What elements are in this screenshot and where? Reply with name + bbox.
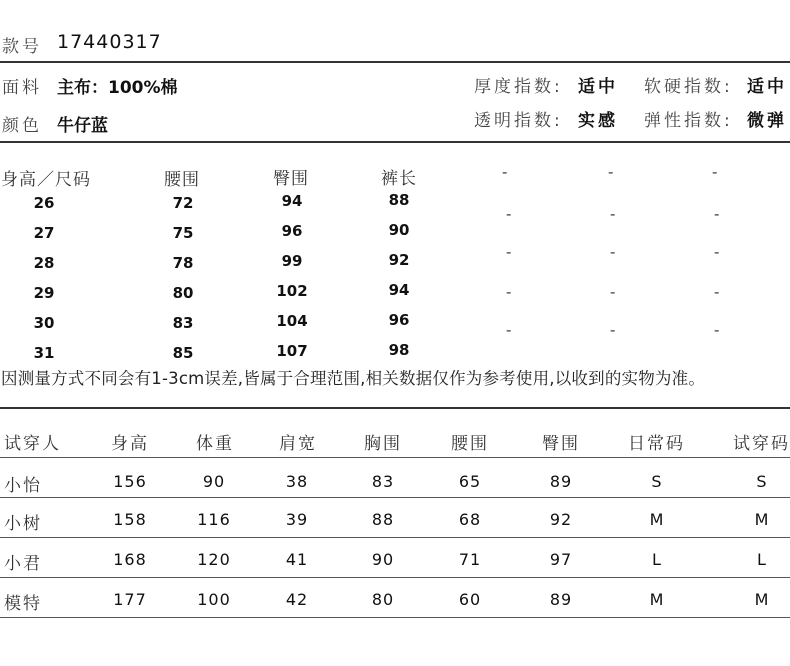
- size-dash: -: [506, 243, 512, 261]
- size-dash: -: [714, 243, 720, 261]
- size-cell: 78: [172, 254, 194, 272]
- size-cell: 98: [388, 341, 410, 359]
- size-header-waist: 腰围: [164, 170, 200, 190]
- model-cell: 177: [113, 590, 147, 609]
- size-cell: 92: [388, 251, 410, 269]
- size-cell: 107: [276, 342, 308, 360]
- tester-name: 小树: [4, 514, 42, 534]
- model-header-waist: 腰围: [451, 434, 489, 454]
- model-cell: M: [754, 590, 770, 609]
- style-no-label: 款号: [2, 37, 42, 57]
- model-header-height: 身高: [111, 434, 149, 454]
- size-dash: -: [610, 243, 616, 261]
- model-cell: 92: [549, 510, 573, 529]
- model-cell: 80: [371, 590, 395, 609]
- size-cell: 90: [388, 221, 410, 239]
- model-cell: 158: [113, 510, 147, 529]
- model-cell: 60: [458, 590, 482, 609]
- model-cell: 42: [285, 590, 309, 609]
- divider: [0, 497, 790, 498]
- tester-name: 小怡: [4, 476, 42, 496]
- size-cell: 96: [281, 222, 303, 240]
- size-header-dash: -: [608, 163, 614, 181]
- size-cell: 80: [172, 284, 194, 302]
- model-cell: 83: [371, 472, 395, 491]
- tester-name: 模特: [4, 594, 42, 614]
- model-cell: 88: [371, 510, 395, 529]
- divider: [0, 407, 790, 409]
- model-header-hip: 臀围: [542, 434, 580, 454]
- model-cell: 90: [371, 550, 395, 569]
- size-cell: 72: [172, 194, 194, 212]
- tester-name: 小君: [4, 554, 42, 574]
- divider: [0, 537, 790, 538]
- model-header-daily-size: 日常码: [628, 434, 685, 454]
- model-cell: S: [756, 472, 768, 491]
- size-cell: 83: [172, 314, 194, 332]
- model-cell: 156: [113, 472, 147, 491]
- model-cell: S: [651, 472, 663, 491]
- thickness-label: 厚度指数:: [474, 77, 563, 97]
- size-dash: -: [610, 321, 616, 339]
- divider: [0, 141, 790, 143]
- size-cell: 99: [281, 252, 303, 270]
- model-cell: 120: [197, 550, 231, 569]
- size-cell: 96: [388, 311, 410, 329]
- size-cell: 94: [388, 281, 410, 299]
- size-cell: 30: [33, 314, 55, 332]
- size-cell: 88: [388, 191, 410, 209]
- model-cell: 89: [549, 590, 573, 609]
- model-cell: 38: [285, 472, 309, 491]
- elasticity-label: 弹性指数:: [644, 111, 733, 131]
- size-dash: -: [714, 205, 720, 223]
- model-cell: 168: [113, 550, 147, 569]
- size-dash: -: [610, 283, 616, 301]
- size-cell: 85: [172, 344, 194, 362]
- size-cell: 29: [33, 284, 55, 302]
- model-cell: 65: [458, 472, 482, 491]
- size-dash: -: [506, 321, 512, 339]
- transparency-label: 透明指数:: [474, 111, 563, 131]
- size-header-dash: -: [502, 163, 508, 181]
- transparency-value: 实感: [578, 111, 618, 131]
- fabric-label: 面料: [2, 78, 42, 98]
- model-cell: M: [754, 510, 770, 529]
- model-cell: L: [652, 550, 662, 569]
- model-cell: 68: [458, 510, 482, 529]
- size-dash: -: [506, 283, 512, 301]
- size-header-dash: -: [712, 163, 718, 181]
- divider: [0, 61, 790, 63]
- model-header-tester: 试穿人: [4, 434, 61, 454]
- divider: [0, 617, 790, 618]
- elasticity-value: 微弹: [747, 111, 787, 131]
- model-header-shoulder: 肩宽: [279, 434, 317, 454]
- model-cell: 90: [202, 472, 226, 491]
- style-no-value: 17440317: [57, 31, 162, 53]
- divider: [0, 577, 790, 578]
- model-cell: 71: [458, 550, 482, 569]
- model-cell: 39: [285, 510, 309, 529]
- size-cell: 102: [276, 282, 308, 300]
- divider: [0, 457, 790, 458]
- model-cell: M: [649, 590, 665, 609]
- model-cell: L: [757, 550, 767, 569]
- color-value: 牛仔蓝: [57, 116, 108, 136]
- model-header-weight: 体重: [196, 434, 234, 454]
- model-cell: 41: [285, 550, 309, 569]
- size-cell: 31: [33, 344, 55, 362]
- fabric-value: 主布：100%棉: [57, 78, 178, 98]
- model-header-bust: 胸围: [364, 434, 402, 454]
- model-cell: 116: [197, 510, 231, 529]
- size-dash: -: [610, 205, 616, 223]
- model-cell: 100: [197, 590, 231, 609]
- size-dash: -: [714, 283, 720, 301]
- size-cell: 104: [276, 312, 308, 330]
- measurement-note: 因测量方式不同会有1-3cm误差,皆属于合理范围,相关数据仅作为参考使用,以收到的实物为准。: [1, 369, 706, 388]
- size-cell: 94: [281, 192, 303, 210]
- softness-value: 适中: [747, 77, 787, 97]
- model-header-tried-size: 试穿码: [733, 434, 790, 454]
- size-header-length: 裤长: [381, 169, 417, 189]
- size-cell: 28: [33, 254, 55, 272]
- size-header-hip: 臀围: [273, 169, 309, 189]
- color-label: 颜色: [2, 116, 42, 136]
- size-cell: 26: [33, 194, 55, 212]
- model-cell: M: [649, 510, 665, 529]
- size-dash: -: [714, 321, 720, 339]
- size-cell: 27: [33, 224, 55, 242]
- model-cell: 97: [549, 550, 573, 569]
- size-header-height: 身高／尺码: [1, 170, 91, 190]
- size-cell: 75: [172, 224, 194, 242]
- model-cell: 89: [549, 472, 573, 491]
- thickness-value: 适中: [578, 77, 618, 97]
- softness-label: 软硬指数:: [644, 77, 733, 97]
- size-dash: -: [506, 205, 512, 223]
